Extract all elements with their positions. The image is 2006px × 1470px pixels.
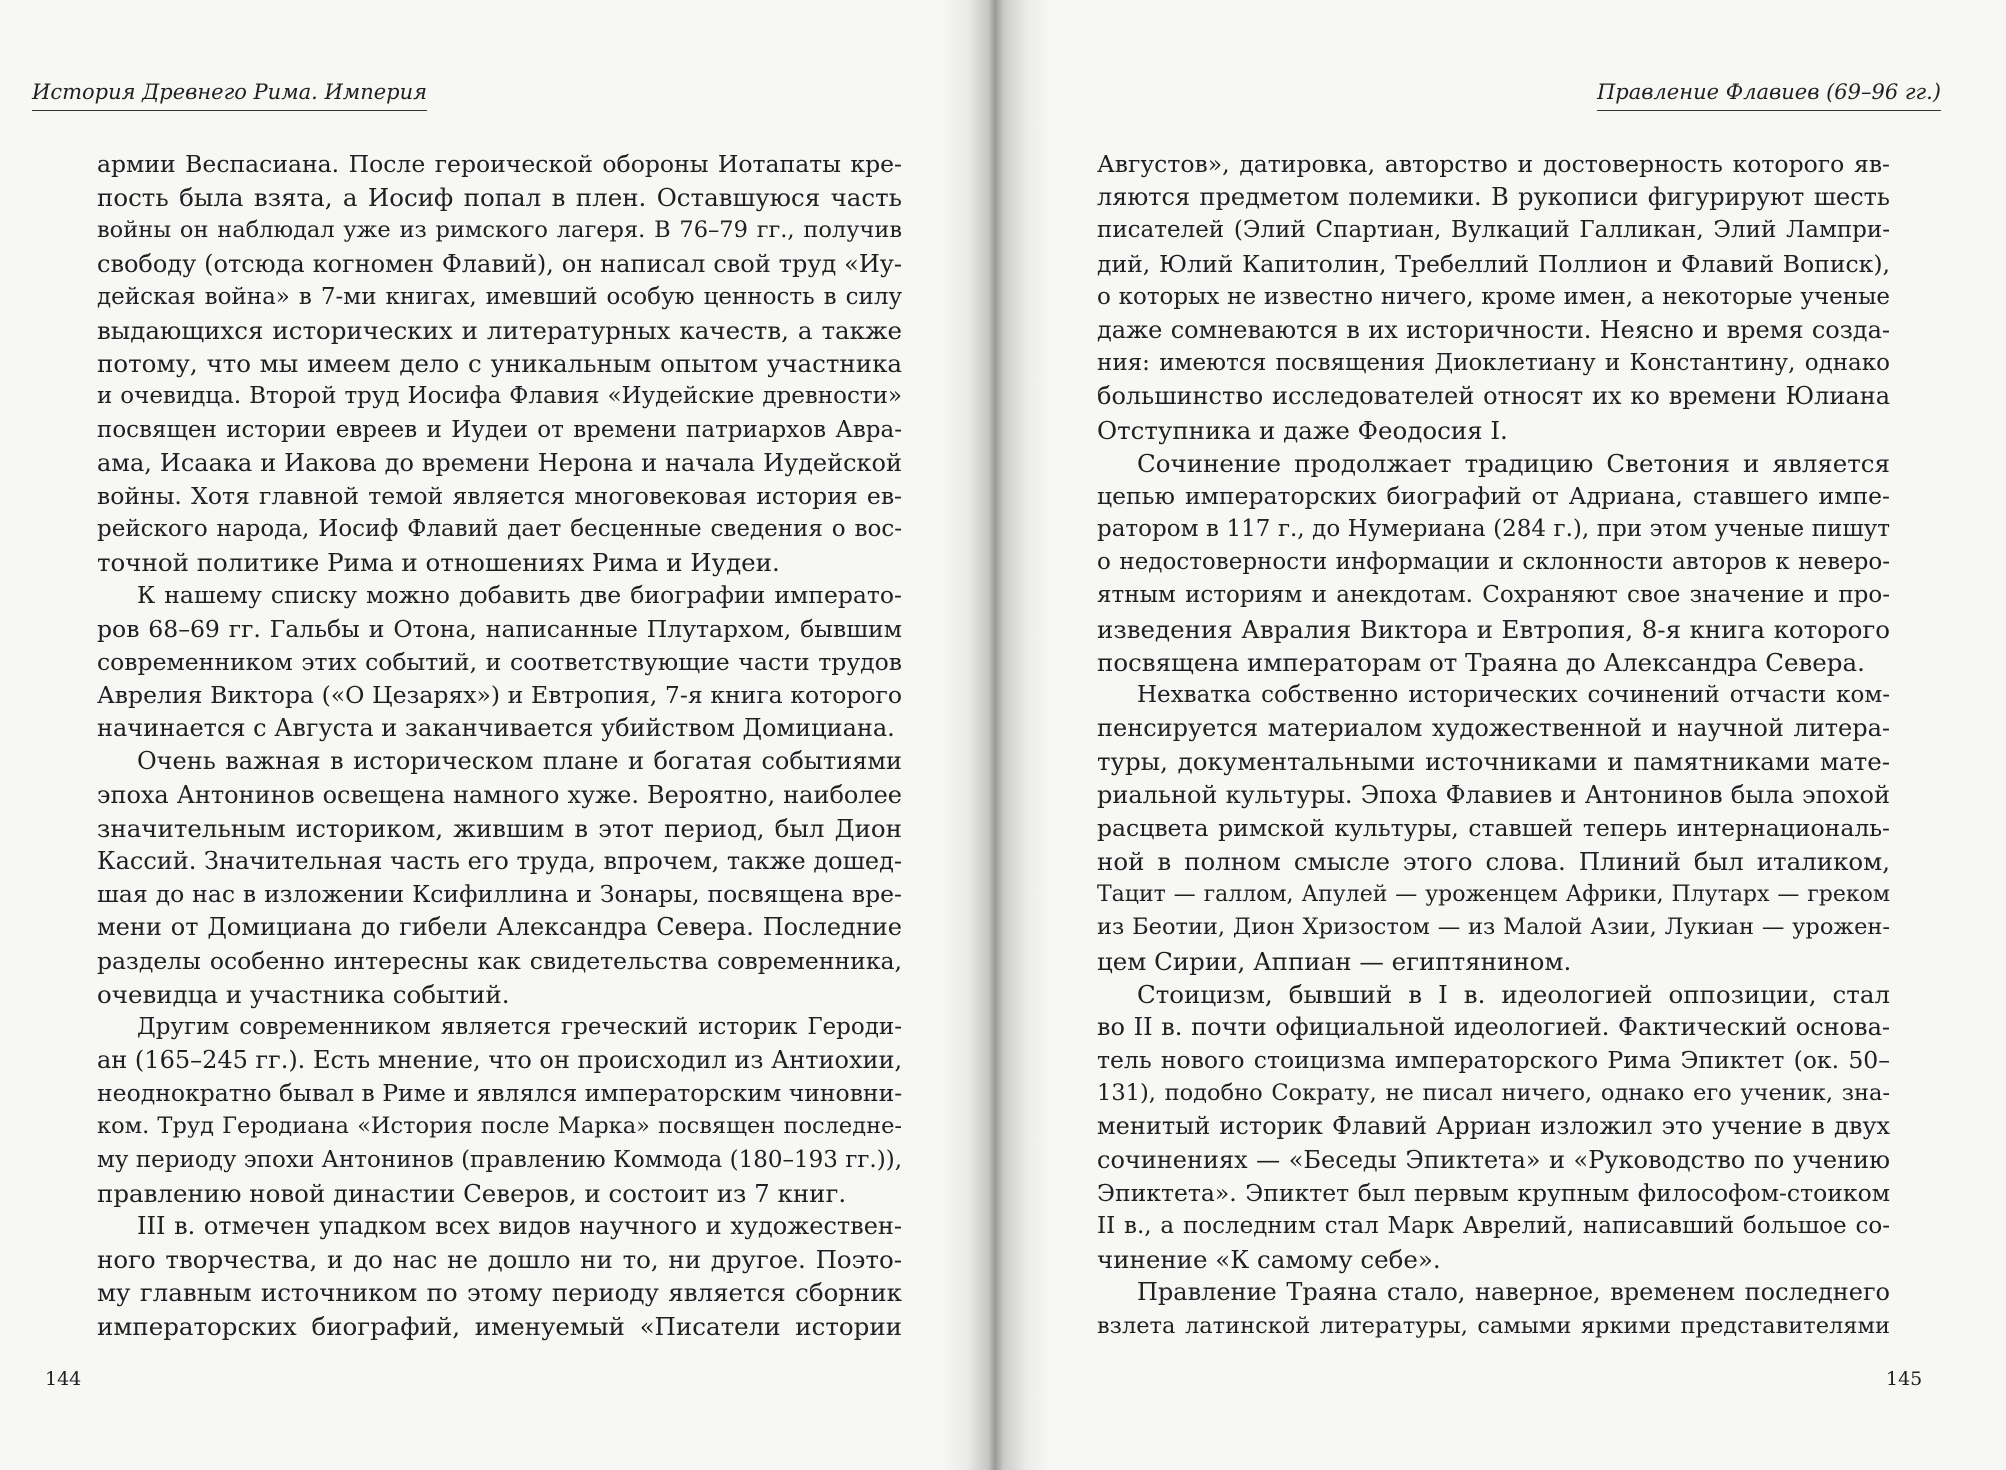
left-page — [0, 0, 985, 1470]
text-line: му главным источником по этому периоду является сборник — [97, 1278, 902, 1308]
text-line: изведения Авралия Виктора и Евтропия, 8-я книга которого — [1097, 614, 1890, 644]
text-line: Очень важная в историческом плане и богатая событиями — [137, 747, 902, 776]
text-line: выдающихся исторических и литературных качеств, а также — [97, 315, 902, 345]
text-line: менитый историк Флавий Арриан изложил это учение в двух — [1097, 1112, 1890, 1141]
text-line: и очевидца. Второй труд Иосифа Флавия «Иудейские древности» — [97, 383, 902, 410]
text-line: Правление Траяна стало, наверное, временем последнего — [1137, 1278, 1890, 1307]
text-line: тель нового стоицизма императорского Рима Эпиктет (ок. 50– — [1097, 1046, 1890, 1075]
text-line: Эпиктета». Эпиктет был первым крупным философом-стоиком — [1097, 1178, 1890, 1207]
right-page-text — [1097, 148, 1890, 1343]
left-page-text — [97, 148, 902, 1343]
text-line: Нехватка собственно исторических сочинений отчасти ком- — [1137, 682, 1890, 708]
running-head-right: Правление Флавиев (69–96 гг.) — [1597, 80, 1941, 111]
text-line: сочинениях — «Беседы Эпиктета» и «Руководство по учению — [1097, 1145, 1890, 1174]
text-line: шая до нас в изложении Ксифиллина и Зонары, посвящена вре- — [97, 880, 902, 909]
text-line: неоднократно бывал в Риме и являлся императорским чиновни- — [97, 1079, 903, 1108]
text-line: посвящена императорам от Траяна до Александра Севера. — [1097, 647, 1865, 677]
text-line: эпоха Антонинов освещена намного хуже. Вероятно, наиболее — [97, 780, 902, 809]
text-line: ратором в 117 г., до Нумериана (284 г.), при этом ученые пишут — [1097, 516, 1890, 543]
text-line: цепью императорских биографий от Адриана, ставшего импе- — [1097, 481, 1890, 510]
right-page — [985, 0, 2006, 1470]
text-line: о недостоверности информации и склонности авторов к неверо- — [1097, 549, 1890, 576]
text-line: разделы особенно интересны как свидетельства современника, — [97, 946, 902, 975]
page-number-left: 144 — [45, 1368, 82, 1390]
text-line: Стоицизм, бывший в I в. идеологией оппозиции, стал — [1137, 979, 1890, 1009]
text-line: риальной культуры. Эпоха Флавиев и Антонинов была эпохой — [1097, 780, 1890, 809]
text-line: пость была взята, а Иосиф попал в плен. Оставшуюся часть — [97, 183, 902, 213]
book-gutter-shadow — [940, 0, 1050, 1470]
text-line: мени от Домициана до гибели Александра Севера. Последние — [97, 913, 902, 942]
page-number-right: 145 — [1886, 1368, 1923, 1390]
text-line: Аврелия Виктора («О Цезарях») и Евтропия, 7-я книга которого — [97, 681, 902, 709]
text-line: Кассий. Значительная часть его труда, впрочем, также дошед- — [97, 846, 902, 875]
text-line: Сочинение продолжает традицию Светония и является — [1137, 448, 1890, 478]
text-line: ама, Исаака и Иакова до времени Нерона и начала Иудейской — [97, 448, 902, 477]
text-line: свободу (отсюда когномен Флавий), он написал свой труд «Иу- — [97, 249, 902, 278]
text-line: современником этих событий, и соответствующие части трудов — [97, 647, 902, 676]
text-line: Тацит — галлом, Апулей — уроженцем Африки, Плутарх — греком — [1097, 882, 1890, 908]
text-line: войны он наблюдал уже из римского лагеря. В 76–79 гг., получив — [97, 217, 902, 244]
text-line: о которых не известно ничего, кроме имен, а некоторые ученые — [1097, 283, 1890, 310]
text-line: рейского народа, Иосиф Флавий дает бесценные сведения о вос- — [97, 516, 902, 543]
text-line: ком. Труд Геродиана «История после Марка» посвящен последне- — [97, 1113, 902, 1140]
text-line: Августов», датировка, авторство и достоверность которого яв- — [1097, 150, 1890, 178]
text-line: значительным историком, жившим в этот период, был Дион — [97, 813, 902, 843]
text-line: точной политике Рима и отношениях Рима и Иудеи. — [97, 548, 780, 578]
text-line: туры, документальными источниками и памятниками мате- — [1097, 747, 1890, 777]
text-line: му периоду эпохи Антонинов (правлению Коммода (180–193 гг.)), — [97, 1146, 902, 1173]
running-head-left: История Древнего Рима. Империя — [32, 80, 427, 111]
text-line: императорских биографий, именуемый «Писатели истории — [97, 1311, 902, 1341]
text-line: потому, что мы имеем дело с уникальным опытом участника — [97, 349, 902, 379]
text-line: писателей (Элий Спартиан, Вулкаций Галликан, Элий Лампри- — [1097, 217, 1890, 244]
text-line: войны. Хотя главной темой является многовековая история ев- — [97, 481, 902, 510]
text-line: Отступника и даже Феодосия I. — [1097, 415, 1508, 445]
text-line: во II в. почти официальной идеологией. Фактический основа- — [1097, 1012, 1890, 1041]
text-line: ной в полном смысле этого слова. Плиний был италиком, — [1097, 846, 1890, 876]
text-line: правлению новой династии Северов, и состоит из 7 книг. — [97, 1178, 847, 1208]
text-line: К нашему списку можно добавить две биографии императо- — [137, 581, 902, 610]
text-line: 131), подобно Сократу, не писал ничего, однако его ученик, зна- — [1097, 1080, 1890, 1107]
text-line: посвящен истории евреев и Иудеи от времени патриархов Авра- — [97, 416, 902, 443]
text-line: начинается с Августа и заканчивается убийством Домициана. — [97, 714, 895, 743]
text-line: дейская война» в 7-ми книгах, имевший особую ценность в силу — [97, 283, 902, 310]
text-line: дий, Юлий Капитолин, Требеллий Поллион и Флавий Вописк), — [1097, 249, 1890, 278]
text-line: расцвета римской культуры, ставшей теперь интернациональ- — [1097, 813, 1890, 842]
text-line: ляются предметом полемики. В рукописи фигурируют шесть — [1097, 183, 1890, 212]
text-line: ан (165–245 гг.). Есть мнение, что он происходил из Антиохии, — [97, 1046, 903, 1075]
text-line: взлета латинской литературы, самыми яркими представителями — [1097, 1312, 1890, 1339]
text-line: чинение «К самому себе». — [1097, 1245, 1441, 1275]
text-line: цем Сирии, Аппиан — египтянином. — [1097, 946, 1572, 976]
text-line: из Беотии, Дион Хризостом — из Малой Азии, Лукиан — урожен- — [1097, 914, 1890, 941]
text-line: большинство исследователей относят их ко времени Юлиана — [1097, 382, 1890, 411]
text-line: очевидца и участника событий. — [97, 979, 510, 1009]
text-line: ного творчества, и до нас не дошло ни то, ни другое. Поэто- — [97, 1245, 902, 1275]
text-line: ров 68–69 гг. Гальбы и Отона, написанные Плутархом, бывшим — [97, 614, 902, 643]
text-line: III в. отмечен упадком всех видов научного и художествен- — [137, 1212, 902, 1240]
text-line: II в., а последним стал Марк Аврелий, написавший большое со- — [1097, 1213, 1890, 1239]
text-line: ния: имеются посвящения Диоклетиану и Константину, однако — [1097, 350, 1890, 377]
text-line: армии Веспасиана. После героической обороны Иотапаты кре- — [97, 150, 902, 178]
text-line: Другим современником является греческий историк Героди- — [137, 1013, 902, 1040]
text-line: даже сомневаются в их историчности. Неясно и время созда- — [1097, 315, 1890, 344]
text-line: пенсируется материалом художественной и научной литера- — [1097, 714, 1890, 743]
text-line: ятным историям и анекдотам. Сохраняют свое значение и про- — [1097, 582, 1890, 609]
